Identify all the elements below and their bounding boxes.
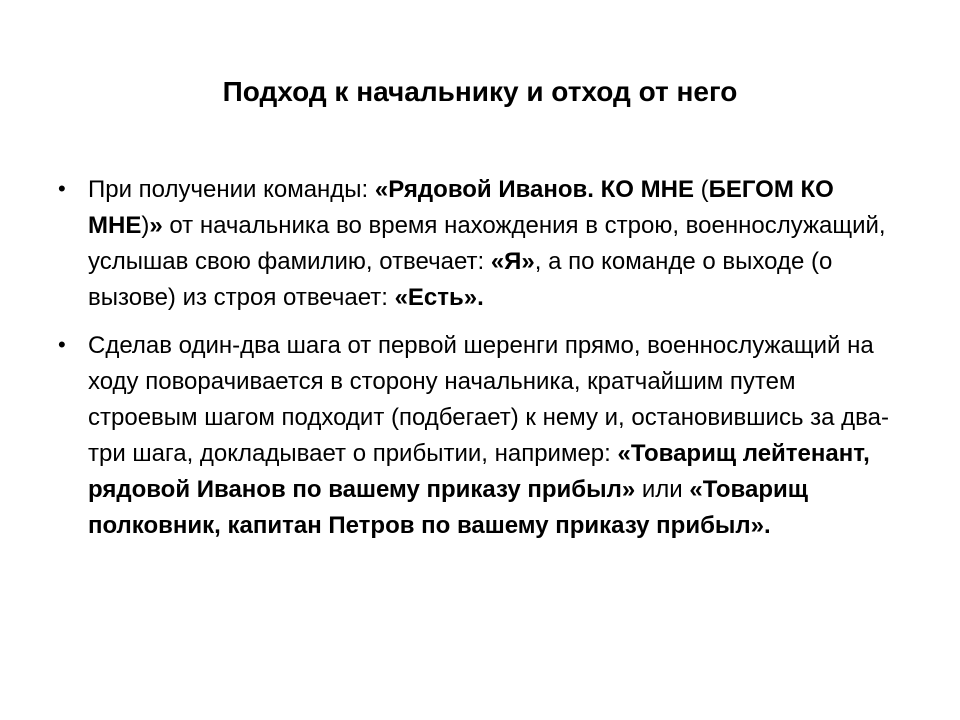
- text-segment-bold: «Товарищ полковник, капитан Петров по вашему приказу прибыл».: [88, 476, 808, 539]
- bullet-dot-icon: •: [58, 176, 66, 201]
- bullet-list: [58, 172, 908, 556]
- text-segment: ): [141, 212, 150, 239]
- bullet-dot-icon: •: [58, 332, 66, 357]
- text-segment-bold: »: [149, 212, 170, 239]
- bullet-text: [88, 176, 886, 311]
- slide-title: Подход к начальнику и отход от него: [222, 76, 738, 107]
- text-segment-bold: БЕГОМ КО МНЕ: [88, 176, 834, 239]
- bullet-item-1: [58, 172, 908, 316]
- text-segment-bold: «Есть».: [394, 284, 484, 311]
- bullet-item-2: [58, 328, 908, 544]
- text-segment: от начальника во время нахождения в строю, военнослужащий, услышав свою фамилию, отвечает:: [88, 212, 886, 275]
- text-segment: (: [700, 176, 709, 203]
- bullet-text: [88, 332, 889, 539]
- text-segment: или: [635, 476, 690, 503]
- text-segment-bold: «Я»: [490, 248, 535, 275]
- text-segment-bold: «Рядовой Иванов. КО МНЕ: [374, 176, 701, 203]
- text-segment-bold: «Товарищ лейтенант, рядовой Иванов по вашему приказу прибыл»: [88, 440, 870, 503]
- text-segment: При получении команды:: [88, 176, 375, 203]
- text-segment: Сделав один-два шага от первой шеренги прямо, военнослужащий на ходу поворачивается в сторону начальника, кратчайшим путем строевым шагом подходит (подбегает) к нему и, остановившись за два-три шага, докладывает о прибытии, например:: [88, 332, 889, 467]
- text-segment: , а по команде о выходе (о вызове) из строя отвечает:: [88, 248, 833, 311]
